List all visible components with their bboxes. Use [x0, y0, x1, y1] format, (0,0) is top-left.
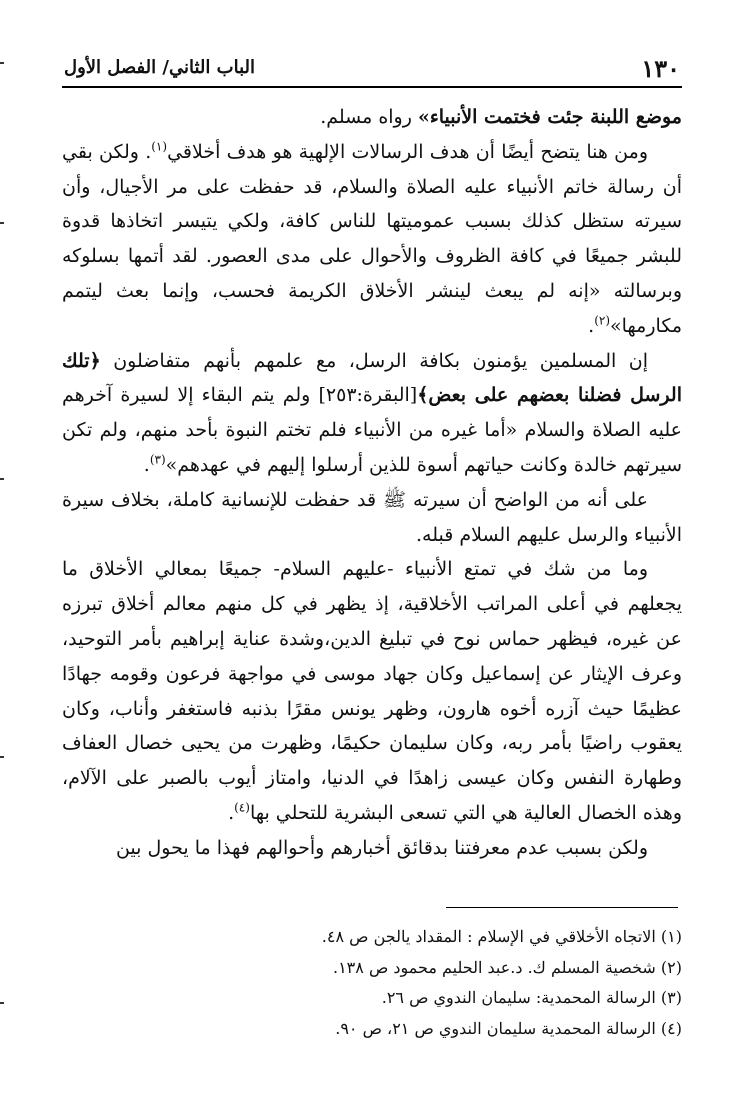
margin-mark	[0, 222, 4, 224]
footnote-4: (٤) الرسالة المحمدية سليمان الندوي ص ٢١، ص ٩٠.	[335, 1018, 682, 1038]
margin-mark	[0, 756, 4, 758]
footnote-2: (٢) شخصية المسلم ك. د.عبد الحليم محمود ص ١٣٨.	[332, 957, 682, 977]
margin-mark	[0, 62, 4, 64]
page-header	[62, 50, 682, 88]
paragraph-6	[62, 831, 682, 866]
paragraph-4	[62, 483, 682, 553]
hadith-quote: موضع اللبنة جئت فختمت الأنبياء»	[417, 106, 682, 128]
quran-verse: ﴿تلك الرسل فضلنا بعضهم على بعض﴾	[62, 349, 682, 407]
body-text	[62, 100, 682, 866]
footnote-ref-4: (٤)	[234, 800, 250, 815]
footnotes	[62, 922, 682, 1044]
paragraph-1-rest: رواه مسلم.	[320, 106, 418, 128]
paragraph-2	[62, 135, 682, 344]
footnote-ref-2: (٢)	[594, 313, 611, 328]
paragraph-1	[62, 100, 682, 135]
footnote-ref-3: (٣)	[149, 452, 166, 467]
paragraph-5-text: وما من شك في تمتع الأنبياء -عليهم السلام- جميعًا بمعالي الأخلاق ما يجعلهم في أعلى المراتب الأخلاقية، إذ يظهر في كل منهم معالم أخلاق تبرزه عن غيره، فيظهر حماس نوح في تبليغ الدين،وشدة عناية إبراهيم بأمر التوحيد، وعرف الإيثار عن إسماعيل وكان جهاد موسى في مواجهة فرعون وقومه جهادًا عظيمًا حيث آزره أخوه هارون، وظهر يونس مقرًا بذنبه فاستغفر وأناب، وكان يعقوب راضيًا بأمر ربه، وكان سليمان حكيمًا، وظهرت من يحيى خصال العفاف وطهارة النفس وكان عيسى زاهدًا في الدنيا، وامتاز أيوب بالصبر على الآلام، وهذه الخصال العالية هي التي تسعى البشرية للتحلي بها	[62, 558, 682, 824]
paragraph-3	[62, 344, 682, 483]
footnote-divider	[446, 907, 678, 908]
paragraph-2-end: .	[588, 314, 595, 337]
paragraph-4-text: على أنه من الواضح أن سيرته ﷺ قد حفظت للإنسانية كاملة، بخلاف سيرة الأنبياء والرسل عليهم السلام قبله.	[62, 488, 682, 546]
paragraph-3-end: .	[143, 453, 150, 476]
chapter-title: الباب الثاني/ الفصل الأول	[64, 57, 256, 78]
paragraph-5	[62, 552, 682, 830]
footnote-ref-1: (١)	[151, 139, 168, 154]
paragraph-2-text: ومن هنا يتضح أيضًا أن هدف الرسالات الإلهية هو هدف أخلاقي	[167, 140, 648, 163]
paragraph-3-rest: [البقرة:٢٥٣] ولم يتم البقاء إلا لسيرة آخرهم عليه الصلاة والسلام «أما غيره من الأنبياء فلم تختم النبوة بأحد منهم، ولم تكن سيرتهم خالدة وكانت حياتهم أسوة للذين أرسلوا إليهم في عهدهم»	[62, 384, 682, 476]
margin-mark	[0, 478, 4, 480]
footnote-1: (١) الاتجاه الأخلاقي في الإسلام : المقداد يالجن ص ٤٨.	[321, 927, 682, 946]
margin-mark	[0, 1002, 4, 1004]
footnote-3: (٣) الرسالة المحمدية: سليمان الندوي ص ٢٦.	[381, 988, 682, 1007]
page-number: ١٣٠	[641, 54, 680, 83]
paragraph-2-rest: . ولكن بقي أن رسالة خاتم الأنبياء عليه الصلاة والسلام، قد حفظت على مر الأجيال، وأن سيرته ستظل كذلك بسبب عموميتها للناس كافة، ولكي يتيسر اتخاذها قدوة للبشر جميعًا في كافة الظروف والأحوال على مدى العصور. لقد أتمها بسلوكه وبرسالته «إنه لم يبعث لينشر الأخلاق الكريمة فحسب، وإنما بعث ليتمم مكارمها»	[62, 140, 682, 337]
paragraph-5-end: .	[228, 801, 235, 824]
paragraph-6-text: ولكن بسبب عدم معرفتنا بدقائق أخبارهم وأحوالهم فهذا ما يحول بين	[115, 836, 648, 859]
paragraph-3-start: إن المسلمين يؤمنون بكافة الرسل، مع علمهم بأنهم متفاضلون	[100, 349, 648, 372]
